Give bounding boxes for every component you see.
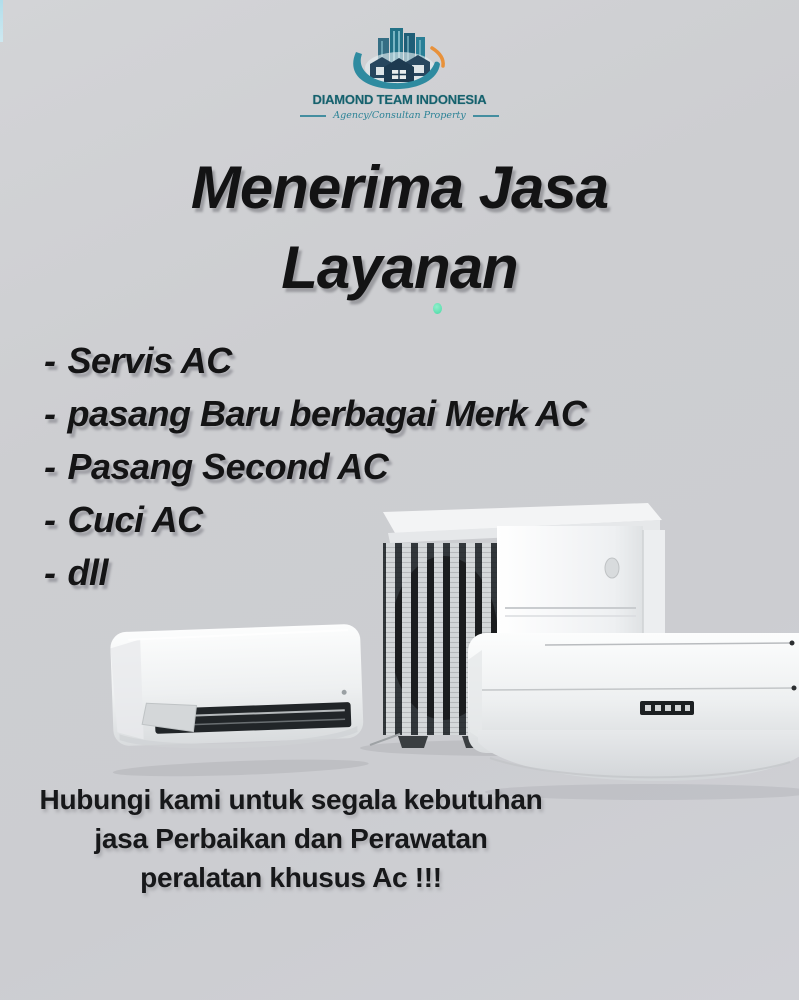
footer-text (8, 780, 574, 897)
list-item (44, 387, 586, 440)
bullet-dash: - (44, 393, 56, 434)
page-title (0, 148, 799, 308)
service-label: dll (67, 552, 108, 593)
ac-units-image (0, 490, 799, 800)
mint-dot-artifact (433, 303, 442, 314)
brand-name: DIAMOND TEAM INDONESIA (312, 92, 487, 107)
service-label: Cuci AC (67, 499, 203, 540)
indoor-unit-left-image (108, 624, 369, 780)
logo-block (270, 26, 530, 121)
bullet-dash: - (44, 340, 56, 381)
tagline-rule-left (300, 115, 326, 117)
list-item (44, 440, 586, 493)
footer-line2: jasa Perbaikan dan Perawatan (94, 823, 488, 854)
service-label: Servis AC (67, 340, 232, 381)
footer-line3: peralatan khusus Ac !!! (140, 862, 442, 893)
edge-artifact (0, 0, 3, 42)
page-title-line1: Menerima Jasa (190, 154, 609, 221)
indoor-unit-right-image (468, 633, 799, 800)
bullet-dash: - (44, 499, 56, 540)
list-item (44, 334, 586, 387)
tagline-rule-right (473, 115, 499, 117)
bullet-dash: - (44, 552, 56, 593)
footer-line1: Hubungi kami untuk segala kebutuhan (39, 784, 543, 815)
tagline-row (270, 110, 530, 121)
service-label: Pasang Second AC (67, 446, 389, 487)
diamond-team-logo-icon (340, 26, 460, 90)
bullet-dash: - (44, 446, 56, 487)
service-label: pasang Baru berbagai Merk AC (67, 393, 587, 434)
page-title-line2: Layanan (281, 234, 518, 301)
brand-tagline: Agency/Consultan Property (333, 110, 466, 121)
